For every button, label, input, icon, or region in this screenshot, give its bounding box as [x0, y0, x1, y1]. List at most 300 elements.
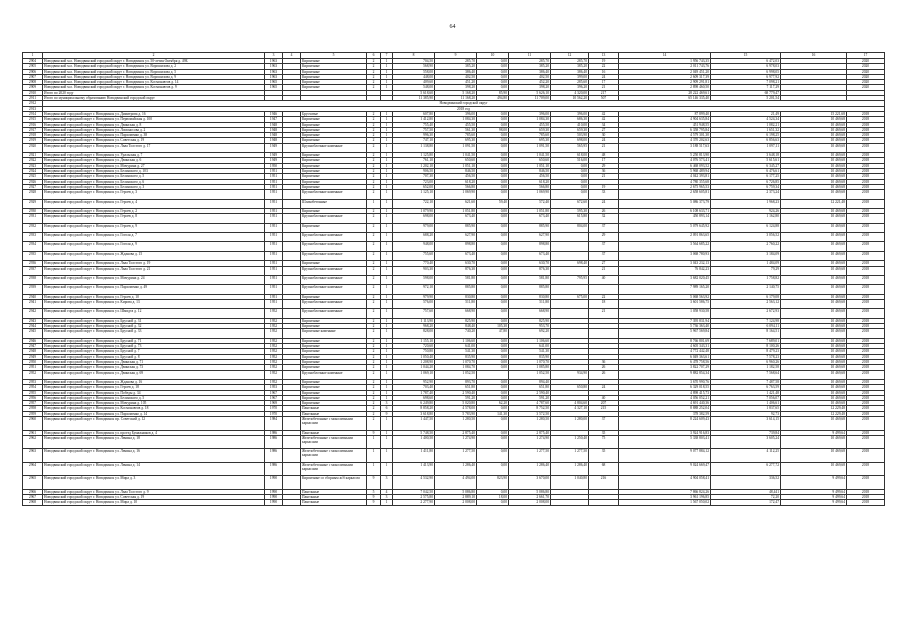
table-cell: [283, 449, 301, 463]
table-cell: 739,84: [711, 430, 781, 435]
table-cell: 2018: [847, 209, 885, 214]
table-cell: 105,30: [477, 324, 509, 329]
table-cell: 4 320,00: [551, 90, 589, 95]
table-cell: 1952: [265, 379, 283, 384]
table-cell: 2944: [23, 324, 43, 329]
table-cell: 934,90: [551, 370, 589, 379]
table-cell: 10 469,68: [781, 338, 847, 343]
table-cell: 1: [381, 294, 393, 299]
table-cell: Железобетонные с монолитными каркасами: [301, 462, 367, 476]
table-cell: 6 094,11: [711, 324, 781, 329]
table-cell: Крупноблочные каменные: [301, 285, 367, 294]
table-cell: 1: [381, 214, 393, 223]
table-cell: 2018: [847, 500, 885, 505]
table-cell: 5 338 803,41: [619, 435, 711, 449]
table-cell: 7 487,58: [711, 379, 781, 384]
table-cell: 3 184,09: [711, 251, 781, 260]
table-cell: 720,60: [393, 344, 435, 349]
table-cell: Крупноблочные каменные: [301, 143, 367, 152]
table-cell: 2 091 863,65: [619, 233, 711, 242]
table-cell: 1 956 743,35: [619, 59, 711, 64]
table-cell: Новодвинский городской округ г. Новодвинск ул. Льва Толстого д. 19: [43, 261, 265, 266]
table-cell: 2936: [23, 261, 43, 266]
table-cell: 3 614,15: [711, 417, 781, 431]
table-cell: 8 858,20: [393, 406, 435, 411]
table-cell: 0,00: [477, 158, 509, 163]
table-cell: 1 069,90: [509, 190, 551, 199]
table-cell: 2943: [23, 318, 43, 323]
table-cell: 4 524,34: [711, 117, 781, 122]
table-cell: 2923: [23, 163, 43, 168]
table-cell: 2018: [847, 223, 885, 232]
table-cell: 2018: [847, 143, 885, 152]
table-row: [23, 275, 885, 284]
table-cell: 2: [367, 411, 381, 416]
table-cell: 630,70: [435, 261, 477, 266]
table-cell: 6 277,72: [711, 462, 781, 476]
table-cell: 0,00: [477, 266, 509, 275]
table-cell: 2947: [23, 344, 43, 349]
table-cell: 1: [381, 74, 393, 79]
table-cell: 688,20: [393, 233, 435, 242]
table-cell: 618,00: [551, 153, 589, 158]
table-cell: 1 069,90: [435, 190, 477, 199]
table-cell: 1: [381, 435, 393, 449]
table-cell: 607,80: [393, 111, 435, 116]
table-cell: 42: [589, 111, 619, 116]
table-cell: 968,20: [393, 324, 435, 329]
table-cell: 7 117,29: [711, 85, 781, 90]
table-cell: 398,20: [435, 85, 477, 90]
table-cell: 33: [589, 190, 619, 199]
table-cell: 1: [381, 462, 393, 476]
table-cell: 0,00: [477, 349, 509, 354]
table-cell: 452,20: [509, 80, 551, 85]
table-cell: Новодвинский м.о. Новодвинский городской округ г. Новодвинск ул. Ворошилова д. 2: [43, 64, 265, 69]
table-cell: 1990: [265, 495, 283, 500]
table-cell: 565,95: [551, 143, 589, 152]
table-cell: 952,90: [393, 379, 435, 384]
table-cell: 9 499,64: [781, 495, 847, 500]
table-cell: 558,00: [393, 69, 435, 74]
table-cell: 747,10: [393, 138, 435, 143]
table-cell: 98,00: [477, 127, 509, 132]
table-cell: 10 469,68: [781, 300, 847, 309]
table-cell: 9 499,64: [781, 430, 847, 435]
table-cell: 885,90: [509, 223, 551, 232]
table-cell: Кирпичные: [301, 261, 367, 266]
table-cell: 4 370 202,63: [619, 138, 711, 143]
table-cell: 0,00: [477, 462, 509, 476]
table-cell: 451 948,55: [619, 122, 711, 127]
table-cell: [551, 233, 589, 242]
table-cell: 1951: [265, 261, 283, 266]
table-cell: 2: [367, 251, 381, 260]
table-cell: 75: [589, 435, 619, 449]
table-cell: Крупноблочные каменные: [301, 275, 367, 284]
table-cell: 2962: [23, 435, 43, 449]
table-cell: 511,80: [509, 300, 551, 309]
table-cell: 4 904 058,41: [619, 476, 711, 490]
table-cell: [551, 285, 589, 294]
table-cell: 1: [381, 430, 393, 435]
table-cell: Кирпичные: [301, 318, 367, 323]
table-cell: 561,30: [435, 127, 477, 132]
table-cell: 3 605,24: [711, 435, 781, 449]
table-cell: 4 787,60: [509, 401, 551, 406]
table-cell: 5 968 489,94: [619, 169, 711, 174]
table-cell: Новодвинский городской округ г. Новодвинск ул. Пархоменко д. 38: [43, 133, 265, 138]
table-cell: 1965: [265, 80, 283, 85]
table-cell: 0,00: [551, 174, 589, 179]
table-cell: 10 469,68: [781, 174, 847, 179]
table-cell: Новодвинский городской округ г. Новодвинск ул. Брусной д. 31: [43, 318, 265, 323]
table-cell: 0,00: [477, 449, 509, 463]
table-cell: 8 888 252,04: [619, 406, 711, 411]
table-cell: 6 763,59: [711, 385, 781, 390]
table-cell: 21: [589, 85, 619, 90]
table-cell: 18,00: [477, 495, 509, 500]
table-cell: 630,70: [509, 261, 551, 266]
table-cell: 1 052,50: [509, 370, 551, 379]
table-cell: 1: [381, 449, 393, 463]
table-cell: 0,00: [477, 153, 509, 158]
table-cell: 0,00: [551, 190, 589, 199]
table-cell: 2 909 291,81: [619, 80, 711, 85]
table-cell: 2020: [847, 59, 885, 64]
table-cell: 4 112,25: [711, 449, 781, 463]
table-cell: Новодвинский городской округ г. Новодвинск ул. Мира д. 3: [43, 476, 265, 490]
table-cell: Новодвинский городской округ г. Новодвинск ул. проезд Бумажников д. 4: [43, 430, 265, 435]
table-cell: 2 590,40: [435, 390, 477, 395]
table-cell: 948,00: [393, 242, 435, 251]
table-cell: 0,00: [477, 251, 509, 260]
table-cell: 2018: [847, 379, 885, 384]
table-cell: 2951: [23, 365, 43, 370]
table-cell: Новодвинский городской округ г. Новодвинск ул. Брусной д. 71: [43, 338, 265, 343]
table-cell: 2 008,00: [509, 500, 551, 505]
table-cell: 2: [367, 174, 381, 179]
table-cell: Кирпичные: [301, 85, 367, 90]
table-cell: 2018: [847, 158, 885, 163]
table-cell: 2018: [847, 395, 885, 400]
table-cell: 1: [381, 370, 393, 379]
table-cell: 5 967 569,84: [619, 329, 711, 338]
table-cell: Кирпичные: [301, 359, 367, 364]
table-cell: 24: [589, 385, 619, 390]
table-cell: 2: [367, 233, 381, 242]
table-cell: 10 469,68: [781, 163, 847, 168]
table-cell: 2018: [847, 285, 885, 294]
table-cell: 2 140,75: [711, 285, 781, 294]
table-cell: 1 125,80: [393, 153, 435, 158]
table-cell: 9 499,64: [781, 489, 847, 494]
table-cell: 10 469,68: [781, 158, 847, 163]
table-cell: Панельные: [301, 489, 367, 494]
table-cell: 1 091,50: [509, 143, 551, 152]
table-cell: 979,00: [393, 223, 435, 232]
table-cell: 830,80: [509, 294, 551, 299]
table-cell: 5 086 373,79: [619, 199, 711, 208]
table-cell: 1: [381, 138, 393, 143]
table-cell: 1 125,10: [393, 190, 435, 199]
table-cell: 650,60: [509, 158, 551, 163]
table-cell: 2942: [23, 309, 43, 318]
table-cell: 2: [367, 80, 381, 85]
table-cell: 2018: [847, 329, 885, 338]
table-cell: 848,40: [435, 324, 477, 329]
table-cell: 722,10: [393, 199, 435, 208]
table-cell: 2965: [23, 476, 43, 490]
table-cell: 2919: [23, 138, 43, 143]
table-cell: 1: [381, 417, 393, 431]
table-cell: 5 615,61: [711, 158, 781, 163]
table-cell: Кирпичные: [301, 153, 367, 158]
table-cell: 598,00: [393, 275, 435, 284]
table-cell: Новодвинский городской округ г. Новодвинск ул. Первомайская д. 100: [43, 117, 265, 122]
table-cell: 10 469,68: [781, 359, 847, 364]
table-cell: 1 411,80: [393, 449, 435, 463]
table-cell: 215: [589, 406, 619, 411]
header-cell: 6: [367, 53, 381, 59]
table-cell: 2 590,40: [509, 390, 551, 395]
table-cell: 2018: [847, 174, 885, 179]
table-cell: 1949: [265, 143, 283, 152]
table-cell: 2018: [847, 300, 885, 309]
table-cell: 2018: [847, 359, 885, 364]
table-cell: [283, 500, 301, 505]
table-cell: 2926: [23, 179, 43, 184]
table-cell: 85,90: [477, 90, 509, 95]
table-cell: 410,00: [551, 122, 589, 127]
table-cell: 1 051,80: [435, 209, 477, 214]
table-cell: 1: [381, 158, 393, 163]
table-cell: 396,20: [551, 85, 589, 90]
table-cell: 1970: [265, 406, 283, 411]
table-cell: Кирпичные: [301, 69, 367, 74]
table-cell: Новодвинский городской округ г. Новодвинск ул. Льва Толстого д. 17: [43, 143, 265, 152]
table-cell: 3 961 196,85: [619, 495, 711, 500]
table-cell: 2018: [847, 199, 885, 208]
table-cell: Новодвинский городской округ г. Новодвинск ул. Героев д. 4: [43, 199, 265, 208]
table-cell: Кирпичные: [301, 365, 367, 370]
table-cell: 1 274,90: [435, 435, 477, 449]
table-cell: Крупноблочные каменные: [301, 370, 367, 379]
table-cell: 7 689,01: [711, 338, 781, 343]
table-cell: 10 469,68: [781, 462, 847, 476]
table-cell: 48,441: [711, 489, 781, 494]
table-row: [23, 476, 885, 490]
table-cell: Новодвинский городской округ г. Новодвинск ул. Гоголя д. 9: [43, 242, 265, 251]
table-cell: 581,80: [509, 275, 551, 284]
table-cell: 9 499,64: [781, 500, 847, 505]
table-cell: 10 469,68: [781, 233, 847, 242]
table-cell: 68: [589, 462, 619, 476]
table-cell: 1 058 930,58: [619, 309, 711, 318]
table-cell: 2: [367, 261, 381, 266]
table-cell: 26: [589, 209, 619, 214]
table-cell: 2 875,40: [509, 430, 551, 435]
table-cell: 4 056 052,21: [619, 395, 711, 400]
table-cell: Крупноблочные каменные: [301, 251, 367, 260]
table-cell: Новодвинский городской округ г. Новодвинск ул. Ленина д. 18: [43, 435, 265, 449]
table-cell: 1 070,70: [435, 359, 477, 364]
table-cell: 0,00: [477, 344, 509, 349]
table-cell: 6 759,34: [711, 184, 781, 189]
table-cell: Новодвинский городской округ г. Новодвинск ул. Белинского д. 5: [43, 174, 265, 179]
table-cell: 2938: [23, 275, 43, 284]
table-cell: 450 893,14: [619, 214, 711, 223]
table-cell: 0,00: [477, 309, 509, 318]
table-cell: 1: [381, 122, 393, 127]
table-cell: 2: [367, 354, 381, 359]
table-cell: 2: [367, 417, 381, 431]
row-number: 2912: [23, 101, 43, 106]
table-cell: 30: [589, 133, 619, 138]
table-cell: Новодвинский городской округ г. Новодвинск ул. Мичурина д. 27: [43, 163, 265, 168]
table-row: [23, 190, 885, 199]
table-cell: 21: [589, 266, 619, 275]
table-cell: Новодвинский городской округ г. Новодвинск ул. Мичурина д. 24: [43, 275, 265, 284]
table-cell: 1: [381, 338, 393, 343]
table-cell: 1 113,90: [393, 318, 435, 323]
table-cell: 1951: [265, 209, 283, 214]
table-cell: 6 124,88: [711, 223, 781, 232]
table-cell: 2018: [847, 349, 885, 354]
table-cell: 1 070,70: [509, 359, 551, 364]
table-cell: 0,00: [551, 163, 589, 168]
table-cell: 576,00: [393, 300, 435, 309]
table-cell: 0,00: [477, 174, 509, 179]
table-cell: 16: [589, 69, 619, 74]
table-cell: 4 579 301,30: [619, 133, 711, 138]
table-cell: 1: [381, 233, 393, 242]
table-cell: 10 469,68: [781, 127, 847, 132]
table-cell: 0,00: [477, 275, 509, 284]
header-cell: 3: [265, 53, 283, 59]
table-cell: 1 082,21: [711, 122, 781, 127]
table-cell: 1: [381, 500, 393, 505]
table-cell: 26: [589, 370, 619, 379]
table-row: [23, 143, 885, 152]
table-cell: 36: [589, 359, 619, 364]
table-cell: 0,00: [477, 430, 509, 435]
table-cell: 34: [589, 122, 619, 127]
table-cell: 0,00: [477, 294, 509, 299]
table-cell: 10 469,68: [781, 294, 847, 299]
table-cell: Новодвинский городской округ г. Новодвинск ул. Кирова д. 13: [43, 300, 265, 309]
table-cell: 846,50: [435, 169, 477, 174]
table-cell: 402,50: [509, 74, 551, 79]
table-cell: 703,40: [393, 385, 435, 390]
table-cell: Новодвинский городской округ г. Новодвинск ул. Двинская д. 73: [43, 365, 265, 370]
table-cell: 4 772 442,48: [619, 349, 711, 354]
table-cell: 0,00: [477, 489, 509, 494]
table-cell: 3 682 020,45: [619, 275, 711, 284]
table-cell: 0,00: [477, 85, 509, 90]
table-cell: 2: [367, 385, 381, 390]
table-cell: 2: [367, 329, 381, 338]
table-cell: Новодвинский городской округ г. Новодвинск ул. Ленина д. 16: [43, 449, 265, 463]
table-row: [23, 214, 885, 223]
table-cell: 48: [589, 153, 619, 158]
table-cell: 2 889,10: [435, 495, 477, 500]
table-cell: 0,00: [477, 406, 509, 411]
table-cell: 2950: [23, 359, 43, 364]
table-cell: 10 469,68: [781, 153, 847, 158]
table-cell: 3 056,52: [711, 233, 781, 242]
table-cell: 6 329 018,55: [619, 385, 711, 390]
table-cell: 1: [381, 143, 393, 152]
table-cell: 17: [589, 80, 619, 85]
table-cell: Кирпичные: [301, 74, 367, 79]
table-cell: Новодвинский городской округ г. Новодвинск ул. Шмидта д. 12: [43, 309, 265, 318]
table-cell: Новодвинский м.о. Новодвинский городской округ г. Новодвинск ул. Космонавтов д. 9: [43, 85, 265, 90]
table-cell: Кирпичные: [301, 344, 367, 349]
table-cell: Крупноблочные каменные: [301, 309, 367, 318]
table-cell: 1 280,00: [551, 417, 589, 431]
table-cell: Панельные: [301, 495, 367, 500]
table-cell: 0,00: [477, 395, 509, 400]
table-cell: 1952: [265, 354, 283, 359]
table-cell: Кирпичные: [301, 379, 367, 384]
table-cell: 1: [381, 300, 393, 309]
table-cell: 0,00: [477, 163, 509, 168]
table-cell: 1 051,10: [435, 163, 477, 168]
table-cell: 641,00: [509, 344, 551, 349]
table-row: [23, 449, 885, 463]
table-cell: 1963: [265, 59, 283, 64]
table-cell: 979,90: [393, 294, 435, 299]
table-cell: 0,00: [477, 354, 509, 359]
table-cell: 6 472,03: [711, 59, 781, 64]
table-cell: 2964: [23, 462, 43, 476]
table-cell: 6 856,63: [711, 138, 781, 143]
table-cell: Итого по 2020 году: [43, 90, 265, 95]
table-cell: 1952: [265, 324, 283, 329]
table-row: [23, 223, 885, 232]
table-cell: 2: [367, 209, 381, 214]
table-cell: 10 469,68: [781, 117, 847, 122]
header-cell: 12: [551, 53, 589, 59]
table-row: [23, 435, 885, 449]
table-cell: 6 978,03: [711, 64, 781, 69]
table-cell: 1 084,70: [435, 365, 477, 370]
table-cell: 6 476,61: [711, 169, 781, 174]
table-cell: 2: [367, 133, 381, 138]
table-cell: 761,10: [393, 158, 435, 163]
table-cell: 507: [589, 96, 619, 101]
table-cell: 1951: [265, 294, 283, 299]
table-cell: 898,80: [509, 242, 551, 251]
table-cell: 385,20: [435, 64, 477, 69]
table-cell: 668,90: [509, 309, 551, 318]
table-cell: 2: [367, 370, 381, 379]
table-cell: 2 658 605,81: [619, 190, 711, 199]
table-cell: 37: [589, 223, 619, 232]
table-cell: Кирпичные: [301, 169, 367, 174]
table-cell: 1 250,40: [551, 435, 589, 449]
header-cell: 8: [393, 53, 435, 59]
table-cell: 2020: [847, 64, 885, 69]
table-cell: 675,00: [551, 294, 589, 299]
table-cell: 8 752,50: [509, 406, 551, 411]
table-cell: 7 989 165,20: [619, 285, 711, 294]
table-cell: 26: [589, 365, 619, 370]
table-cell: 7 124,98: [711, 318, 781, 323]
table-cell: 1950: [265, 163, 283, 168]
table-cell: 541,30: [435, 349, 477, 354]
